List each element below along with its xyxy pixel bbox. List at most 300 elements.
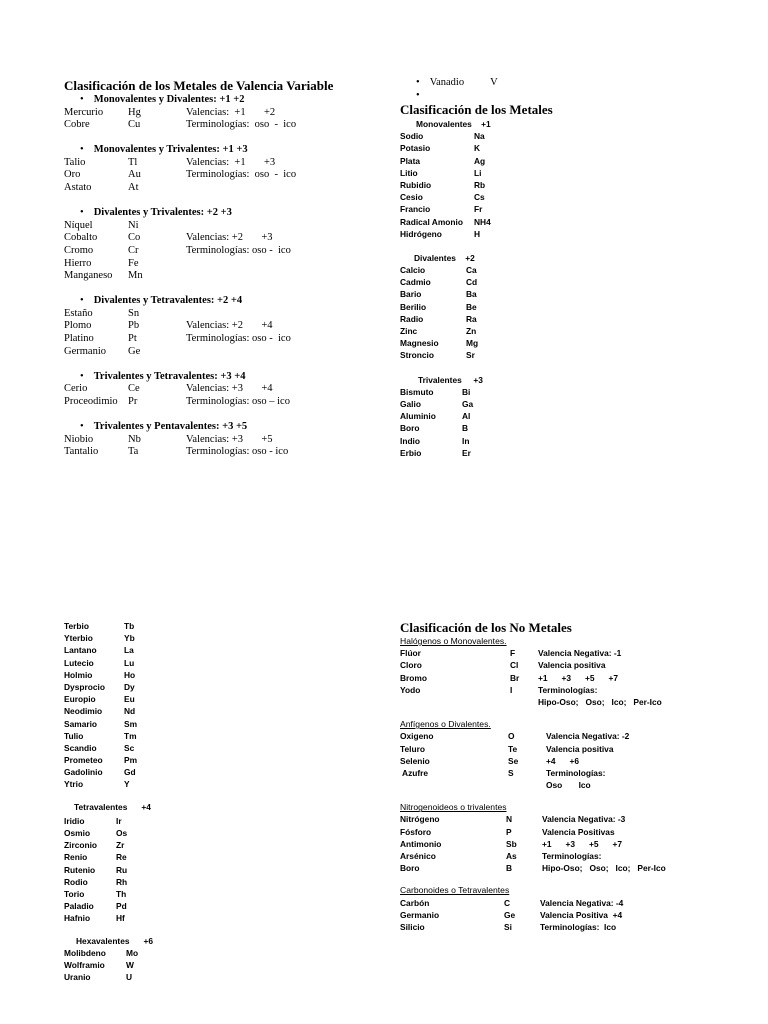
element-name: Flúor bbox=[400, 648, 421, 659]
element-name: Teluro bbox=[400, 743, 425, 754]
element-symbol: Gd bbox=[124, 767, 136, 778]
table-row bbox=[64, 308, 394, 321]
element-name: Silicio bbox=[400, 922, 425, 932]
element-symbol: Ra bbox=[466, 313, 477, 324]
table-row bbox=[400, 862, 740, 874]
no-metales-title: Clasificación de los No Metales bbox=[400, 620, 572, 635]
element-symbol: Hg bbox=[128, 106, 141, 118]
list-item bbox=[400, 410, 746, 422]
element-info bbox=[186, 346, 394, 359]
element-symbol: Al bbox=[462, 411, 471, 422]
element-name: Tulio bbox=[64, 730, 84, 741]
element-name: Oro bbox=[64, 169, 81, 181]
table-row bbox=[400, 767, 740, 779]
table-row bbox=[400, 647, 740, 659]
table-row bbox=[400, 659, 740, 671]
element-symbol: Br bbox=[510, 672, 520, 683]
element-symbol: B bbox=[506, 863, 513, 874]
element-name: Fósforo bbox=[400, 826, 432, 837]
element-symbol: Te bbox=[508, 743, 518, 754]
element-symbol: Yb bbox=[124, 633, 135, 644]
element-symbol: Fr bbox=[474, 204, 483, 215]
element-symbol: Cu bbox=[128, 119, 141, 131]
element-info: Terminologías: bbox=[538, 684, 598, 695]
element-symbol: In bbox=[462, 435, 470, 446]
list-item bbox=[400, 264, 746, 276]
element-info bbox=[186, 258, 394, 271]
element-name: Osmio bbox=[64, 828, 91, 839]
list-item bbox=[64, 644, 264, 656]
list-item bbox=[64, 754, 264, 766]
element-name: Niobio bbox=[64, 433, 94, 445]
group-heading: • Monovalentes y Trivalentes: +1 +3 bbox=[80, 144, 394, 157]
element-symbol: Cs bbox=[474, 192, 485, 203]
list-item bbox=[64, 766, 264, 778]
list-item bbox=[400, 435, 746, 447]
element-name: Ytrio bbox=[64, 779, 84, 790]
list-item bbox=[64, 778, 264, 790]
element-name: Magnesio bbox=[400, 338, 439, 349]
list-item bbox=[400, 179, 746, 191]
spacer bbox=[400, 791, 740, 801]
group-heading: Carbonoides o Tetravalentes bbox=[400, 885, 510, 896]
element-name: Lantano bbox=[64, 645, 97, 656]
element-symbol: P bbox=[506, 826, 512, 837]
element-symbol: Nd bbox=[124, 706, 136, 717]
list-item bbox=[400, 386, 746, 398]
table-row bbox=[400, 755, 740, 767]
valencia-variable-groups bbox=[64, 94, 394, 459]
list-item bbox=[64, 632, 264, 644]
table-row bbox=[400, 909, 740, 921]
list-item bbox=[64, 681, 264, 693]
element-info: Valencia Negativa: -2 bbox=[546, 731, 630, 742]
element-name: Zinc bbox=[400, 326, 418, 337]
element-name: Proceodimio bbox=[64, 395, 118, 407]
element-symbol: S bbox=[508, 767, 514, 778]
element-name: Arsénico bbox=[400, 851, 436, 862]
metales-title: Clasificación de los Metales bbox=[400, 102, 553, 117]
element-symbol: B bbox=[462, 423, 469, 434]
element-info: Valencias: +2 +4 bbox=[186, 320, 273, 332]
element-symbol: Ta bbox=[128, 446, 139, 458]
element-info: Valencias: +3 +4 bbox=[186, 383, 273, 395]
list-item bbox=[64, 815, 264, 827]
element-name: Prometeo bbox=[64, 755, 103, 766]
element-symbol: Zn bbox=[466, 326, 477, 337]
element-name: Renio bbox=[64, 852, 88, 863]
element-name: Cesio bbox=[400, 192, 423, 203]
group-heading: Divalentes +2 bbox=[414, 252, 475, 263]
element-symbol: Pr bbox=[128, 395, 138, 407]
list-item: • Vanadio V bbox=[416, 77, 498, 88]
element-info: Terminologías: bbox=[546, 767, 606, 778]
table-row bbox=[64, 245, 394, 258]
element-symbol: Cd bbox=[466, 277, 478, 288]
element-name: Francio bbox=[400, 204, 431, 215]
element-symbol: H bbox=[474, 228, 481, 239]
list-item bbox=[64, 959, 264, 971]
group-heading: Anfígenos o Divalentes. bbox=[400, 719, 491, 730]
list-item bbox=[400, 155, 746, 167]
table-row bbox=[64, 169, 394, 182]
element-symbol: Pd bbox=[116, 901, 127, 912]
element-name: Germanio bbox=[64, 345, 106, 357]
list-item bbox=[400, 447, 746, 459]
element-symbol: Sc bbox=[124, 742, 135, 753]
element-symbol: Rh bbox=[116, 876, 128, 887]
element-name: Neodimio bbox=[64, 706, 103, 717]
element-name: Estaño bbox=[64, 307, 93, 319]
table-row bbox=[64, 383, 394, 396]
element-name: Antimonio bbox=[400, 838, 442, 849]
element-symbol: Si bbox=[504, 922, 512, 932]
element-name: Dysprocio bbox=[64, 681, 105, 692]
element-symbol: U bbox=[126, 972, 133, 983]
list-item bbox=[64, 718, 264, 730]
table-row bbox=[400, 897, 740, 909]
element-info: Terminologías: oso - ico bbox=[186, 119, 297, 131]
element-info: Valencia Negativa: -1 bbox=[538, 648, 622, 659]
list-item bbox=[400, 398, 746, 410]
element-name: Nitrógeno bbox=[400, 814, 440, 825]
element-name: Plomo bbox=[64, 320, 92, 332]
element-info bbox=[186, 182, 394, 195]
element-symbol: N bbox=[506, 814, 513, 825]
list-item bbox=[400, 191, 746, 203]
element-symbol: Au bbox=[128, 169, 141, 181]
element-info: Valencia Positivas bbox=[542, 826, 615, 837]
element-info: Terminologías: oso - ico bbox=[186, 446, 289, 458]
element-info: Hipo-Oso; Oso; Ico; Per-Ico bbox=[538, 696, 662, 707]
element-info: Valencias: +1 +2 bbox=[186, 106, 276, 118]
element-symbol: Na bbox=[474, 131, 485, 142]
table-row bbox=[64, 333, 394, 346]
element-name: Rutenio bbox=[64, 864, 96, 875]
element-name: Cloro bbox=[400, 660, 422, 671]
element-name: Galio bbox=[400, 398, 421, 409]
list-item bbox=[400, 337, 746, 349]
spacer bbox=[64, 358, 394, 371]
metales-groups bbox=[400, 118, 746, 459]
element-name: Iridio bbox=[64, 815, 85, 826]
element-symbol: Er bbox=[462, 447, 471, 458]
valencia-variable-section bbox=[64, 78, 394, 459]
tetravalentes-list bbox=[64, 815, 264, 925]
list-item bbox=[400, 142, 746, 154]
element-info: Valencia Negativa: -4 bbox=[540, 897, 624, 908]
list-item bbox=[64, 864, 264, 876]
table-row bbox=[64, 270, 394, 283]
element-symbol: Ru bbox=[116, 864, 128, 875]
element-symbol: I bbox=[510, 684, 513, 695]
element-symbol: Ir bbox=[116, 815, 122, 826]
element-name: Zirconio bbox=[64, 840, 98, 851]
element-symbol: Rb bbox=[474, 179, 486, 190]
element-name: Europio bbox=[64, 694, 96, 705]
list-item: • bbox=[416, 90, 420, 101]
group-heading: • Divalentes y Tetravalentes: +2 +4 bbox=[80, 295, 394, 308]
table-row bbox=[64, 157, 394, 170]
element-name: Berilio bbox=[400, 301, 427, 312]
list-item bbox=[64, 730, 264, 742]
table-row bbox=[64, 220, 394, 233]
element-name: Boro bbox=[400, 863, 420, 874]
element-name: Paladio bbox=[64, 901, 94, 912]
spacer bbox=[400, 708, 740, 718]
list-item bbox=[64, 888, 264, 900]
element-name: Indio bbox=[400, 435, 421, 446]
table-row bbox=[64, 346, 394, 359]
element-name: Cobre bbox=[64, 119, 90, 131]
element-name: Cerio bbox=[64, 383, 88, 395]
list-item bbox=[64, 620, 264, 632]
spacer bbox=[64, 132, 394, 145]
list-item bbox=[400, 349, 746, 361]
element-name: Radical Amonio bbox=[400, 216, 463, 227]
element-info: Valencia Positiva +4 bbox=[540, 909, 623, 920]
element-name: Scandio bbox=[64, 742, 97, 753]
element-symbol: Mo bbox=[126, 947, 139, 958]
list-item bbox=[400, 203, 746, 215]
metales-section bbox=[400, 76, 746, 459]
element-info: Terminologías: oso - ico bbox=[186, 169, 297, 181]
element-symbol: Tm bbox=[124, 730, 137, 741]
element-info: Terminologías: bbox=[542, 851, 602, 862]
spacer bbox=[64, 195, 394, 208]
element-info: Terminologías: oso – ico bbox=[186, 395, 290, 407]
element-symbol: Re bbox=[116, 852, 127, 863]
group-heading: • Trivalentes y Tetravalentes: +3 +4 bbox=[80, 371, 394, 384]
element-name: Sodio bbox=[400, 131, 424, 142]
element-symbol: Th bbox=[116, 888, 127, 899]
table-row bbox=[400, 684, 740, 696]
element-symbol: Y bbox=[124, 779, 130, 790]
element-name: Boro bbox=[400, 423, 420, 434]
element-name: Potasio bbox=[400, 143, 431, 154]
element-name: Samario bbox=[64, 718, 98, 729]
element-info: Valencia Negativa: -3 bbox=[542, 814, 626, 825]
list-item bbox=[64, 839, 264, 851]
element-name: Talio bbox=[64, 156, 86, 168]
list-item bbox=[64, 705, 264, 717]
element-info: Oso Ico bbox=[546, 780, 591, 791]
element-symbol: Ge bbox=[504, 909, 516, 920]
table-row bbox=[400, 730, 740, 742]
hexavalentes-list bbox=[64, 947, 264, 984]
table-row bbox=[400, 850, 740, 862]
list-item bbox=[64, 693, 264, 705]
element-symbol: Ag bbox=[474, 155, 486, 166]
element-symbol: Pb bbox=[128, 320, 140, 332]
element-info: Terminologías: oso - ico bbox=[186, 244, 291, 256]
element-name: Platino bbox=[64, 333, 94, 344]
element-symbol: Ba bbox=[466, 289, 477, 300]
table-row bbox=[400, 672, 740, 684]
element-symbol: Be bbox=[466, 301, 477, 312]
spacer bbox=[64, 283, 394, 296]
element-name: Radio bbox=[400, 313, 424, 324]
list-item bbox=[400, 301, 746, 313]
element-symbol: Pt bbox=[128, 333, 137, 344]
element-name: Azufre bbox=[400, 767, 429, 778]
element-symbol: Sb bbox=[506, 838, 517, 849]
group-heading: • Monovalentes y Divalentes: +1 +2 bbox=[80, 94, 394, 107]
element-name: Rodio bbox=[64, 876, 88, 887]
group-heading: • Trivalentes y Pentavalentes: +3 +5 bbox=[80, 421, 394, 434]
table-row bbox=[64, 396, 394, 409]
element-symbol: Ca bbox=[466, 265, 477, 276]
table-row bbox=[400, 779, 740, 791]
table-row bbox=[64, 107, 394, 120]
list-item bbox=[400, 325, 746, 337]
element-symbol: Sr bbox=[466, 350, 475, 361]
table-row bbox=[64, 119, 394, 132]
element-symbol: Ce bbox=[128, 383, 140, 395]
group-heading: Trivalentes +3 bbox=[418, 374, 483, 385]
list-item bbox=[400, 313, 746, 325]
element-symbol: Pm bbox=[124, 755, 138, 766]
table-row bbox=[64, 320, 394, 333]
element-symbol: Nb bbox=[128, 433, 141, 445]
element-symbol: Fe bbox=[128, 257, 139, 269]
no-metales-groups bbox=[400, 635, 740, 933]
element-symbol: W bbox=[126, 959, 134, 970]
spacer bbox=[64, 408, 394, 421]
element-info: Valencia positiva bbox=[538, 660, 606, 671]
element-info: Valencia positiva bbox=[546, 743, 614, 754]
element-name: Holmio bbox=[64, 669, 93, 680]
element-symbol: Bi bbox=[462, 386, 471, 397]
table-row bbox=[64, 232, 394, 245]
element-name: Manganeso bbox=[64, 270, 113, 282]
element-symbol: C bbox=[504, 897, 511, 908]
table-row bbox=[400, 813, 740, 825]
group-heading: Nitrogenoideos o trivalentes bbox=[400, 802, 507, 813]
element-name: Níquel bbox=[64, 219, 93, 231]
list-item bbox=[64, 971, 264, 983]
element-info bbox=[186, 308, 394, 321]
element-info bbox=[186, 270, 394, 283]
lanthanide-list bbox=[64, 620, 264, 791]
hexavalentes-heading: Hexavalentes +6 bbox=[76, 935, 154, 946]
element-name: Selenio bbox=[400, 755, 430, 766]
list-item bbox=[64, 827, 264, 839]
list-item bbox=[64, 900, 264, 912]
table-row bbox=[400, 838, 740, 850]
element-name: Oxigeno bbox=[400, 731, 434, 742]
element-name: Yterbio bbox=[64, 633, 93, 644]
element-symbol: Tb bbox=[124, 621, 135, 631]
element-symbol: O bbox=[508, 731, 515, 742]
vanadio-list bbox=[416, 76, 746, 102]
element-name: Torio bbox=[64, 888, 85, 899]
list-item bbox=[64, 657, 264, 669]
element-name: Yodo bbox=[400, 684, 421, 695]
element-name: Rubidio bbox=[400, 179, 432, 190]
element-symbol: Ho bbox=[124, 669, 136, 680]
element-symbol: La bbox=[124, 645, 134, 656]
element-info: Terminologías: Ico bbox=[540, 922, 617, 932]
list-item bbox=[400, 216, 746, 228]
element-name bbox=[400, 779, 508, 791]
element-name: Calcio bbox=[400, 265, 426, 276]
element-name: Bromo bbox=[400, 672, 427, 683]
element-name: Cadmio bbox=[400, 277, 431, 288]
table-row bbox=[64, 258, 394, 271]
element-symbol bbox=[508, 779, 546, 791]
table-row bbox=[400, 696, 740, 708]
table-row bbox=[400, 921, 740, 933]
element-symbol: Ni bbox=[128, 219, 139, 231]
vanadio-label: Vanadio V bbox=[429, 77, 498, 88]
table-row bbox=[400, 826, 740, 838]
element-name: Erbio bbox=[400, 447, 422, 458]
element-symbol: Sm bbox=[124, 718, 138, 729]
list-item bbox=[64, 669, 264, 681]
element-name: Mercurio bbox=[64, 106, 104, 118]
group-heading: • Divalentes y Trivalentes: +2 +3 bbox=[80, 207, 394, 220]
element-name: Molibdeno bbox=[64, 947, 106, 958]
list-item bbox=[400, 422, 746, 434]
element-name: Carbón bbox=[400, 897, 430, 908]
element-symbol: Ga bbox=[462, 398, 474, 409]
list-item bbox=[400, 276, 746, 288]
element-name: Plata bbox=[400, 155, 421, 166]
element-symbol: As bbox=[506, 851, 517, 862]
element-symbol: F bbox=[510, 648, 516, 659]
element-name: Hidrógeno bbox=[400, 228, 442, 239]
list-item bbox=[64, 742, 264, 754]
element-name: Hierro bbox=[64, 257, 92, 269]
element-symbol: Co bbox=[128, 232, 141, 244]
element-name: Germanio bbox=[400, 909, 440, 920]
element-symbol: Cr bbox=[128, 244, 139, 256]
element-name: Aluminio bbox=[400, 411, 436, 422]
list-item bbox=[64, 947, 264, 959]
element-symbol: Ge bbox=[128, 345, 141, 357]
table-row bbox=[64, 434, 394, 447]
spacer bbox=[416, 240, 746, 252]
spacer bbox=[400, 874, 740, 884]
spacer bbox=[416, 362, 746, 374]
element-info: Valencias: +1 +3 bbox=[186, 156, 276, 168]
element-info: Valencias: +3 +5 bbox=[186, 433, 273, 445]
element-name bbox=[400, 696, 510, 708]
element-info: Terminologías: oso - ico bbox=[186, 333, 291, 344]
element-symbol: Mg bbox=[466, 338, 479, 349]
table-row bbox=[64, 446, 394, 459]
element-info bbox=[186, 220, 394, 233]
element-name: Bismuto bbox=[400, 386, 434, 397]
element-name: Wolframio bbox=[64, 959, 105, 970]
valencia-variable-title: Clasificación de los Metales de Valencia Variable bbox=[64, 78, 334, 93]
element-name: Uranio bbox=[64, 972, 91, 983]
element-symbol: Dy bbox=[124, 681, 135, 692]
element-info: +1 +3 +5 +7 bbox=[538, 672, 619, 683]
no-metales-section bbox=[400, 620, 740, 933]
element-name: Terbio bbox=[64, 621, 89, 631]
element-symbol: NH4 bbox=[474, 216, 491, 227]
element-symbol bbox=[510, 696, 538, 708]
element-name: Bario bbox=[400, 289, 422, 300]
element-symbol: Hf bbox=[116, 913, 125, 924]
table-row bbox=[64, 182, 394, 195]
element-name: Stroncio bbox=[400, 350, 434, 361]
list-item bbox=[64, 876, 264, 888]
element-symbol: Zr bbox=[116, 840, 125, 851]
table-row bbox=[400, 743, 740, 755]
